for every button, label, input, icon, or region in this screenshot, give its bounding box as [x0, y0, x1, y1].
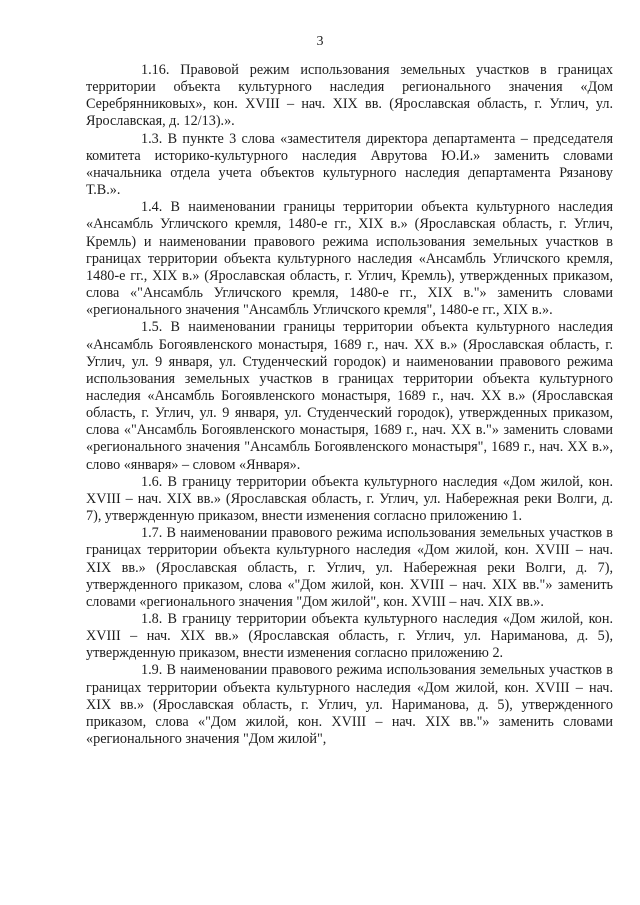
paragraph-1-16: 1.16. Правовой режим использования земельных участков в границах территории объекта культурного наследия регионального значения «Дом Серебрянниковых», кон. XVIII – нач. XIX вв. (Ярославская область, г. Углич, ул. Ярославская, д. 12/13).». — [86, 62, 613, 130]
document-body — [86, 62, 613, 748]
paragraph-1-6: 1.6. В границу территории объекта культурного наследия «Дом жилой, кон. XVIII – нач. XIX вв.» (Ярославская область, г. Углич, ул. Набережная реки Волги, д. 7), утвержденную приказом, внести изменения согласно приложению 1. — [86, 473, 613, 525]
paragraph-1-9: 1.9. В наименовании правового режима использования земельных участков в границах территории объекта культурного наследия «Дом жилой, кон. XVIII – нач. XIX вв.» (Ярославская область, г. Углич, ул. Нариманова, д. 5), утвержденного приказом, слова «"Дом жилой, кон. XVIII – нач. XIX вв."» заменить словами «регионального значения "Дом жилой", — [86, 662, 613, 748]
paragraph-1-7: 1.7. В наименовании правового режима использования земельных участков в границах территории объекта культурного наследия «Дом жилой, кон. XVIII – нач. XIX вв.» (Ярославская область, г. Углич, ул. Набережная реки Волги, д. 7), утвержденного приказом, слова «"Дом жилой, кон. XVIII – нач. XIX вв."» заменить словами «регионального значения "Дом жилой", кон. XVIII – нач. XIX вв.». — [86, 525, 613, 610]
paragraph-1-3: 1.3. В пункте 3 слова «заместителя директора департамента – председателя комитета историко-культурного наследия Аврутова Ю.И.» заменить словами «начальника отдела учета объектов культурного наследия департамента Рязанову Т.В.». — [86, 130, 613, 199]
paragraph-1-5: 1.5. В наименовании границы территории объекта культурного наследия «Ансамбль Богоявленского монастыря, 1689 г., нач. XX в.» (Ярославская область, г. Углич, ул. 9 января, ул. Студенческий городок) и наименовании правового режима использования земельных участков в границах территории объекта культурного наследия «Ансамбль Богоявленского монастыря, 1689 г., нач. XX в.» (Ярославская область, г. Углич, ул. 9 января, ул. Студенческий городок), утвержденных приказом, слова «"Ансамбль Богоявленского монастыря, 1689 г., нач. XX в."» заменить словами «регионального значения "Ансамбль Богоявленского монастыря", 1689 г., нач. XX в.», слово «января» – словом «Января». — [86, 319, 613, 473]
page-number: 3 — [316, 34, 324, 49]
paragraph-1-4: 1.4. В наименовании границы территории объекта культурного наследия «Ансамбль Угличского кремля, 1480-е гг., XIX в.» (Ярославская область, г. Углич, Кремль) и наименовании правового режима использования земельных участков в границах территории объекта культурного наследия «Ансамбль Угличского кремля, 1480-е гг., XIX в.» (Ярославская область, г. Углич, Кремль), утвержденных приказом, слова «"Ансамбль Угличского кремля, 1480-е гг., XIX в."» заменить словами «регионального значения "Ансамбль Угличского кремля", 1480-е гг., XIX в.». — [86, 199, 613, 319]
paragraph-1-8: 1.8. В границу территории объекта культурного наследия «Дом жилой, кон. XVIII – нач. XIX вв.» (Ярославская область, г. Углич, ул. Нариманова, д. 5), утвержденную приказом, внести изменения согласно приложению 2. — [86, 611, 613, 662]
